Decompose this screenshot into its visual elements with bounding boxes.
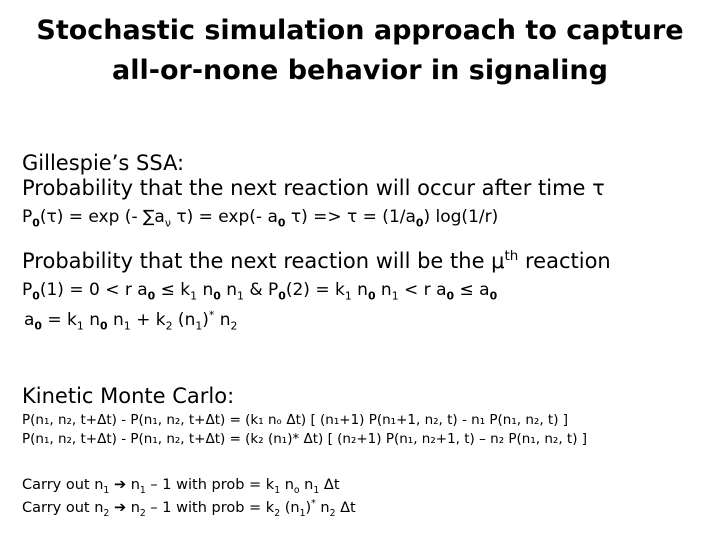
ssa-line-3: Probability that the next reaction will be the $\mu^{th}$ reaction: [22, 249, 611, 273]
ssa-equation-a0: $a_0 = k_1$ $n_0$ $n_1 + k_2$ $(n_1)^*$ $n_2$: [24, 308, 238, 333]
kmc-carry-out-2: Carry out $n_2$ ➔ $n_2 - 1$ with prob = $k_2$ $(n_1)^*$ $n_2$ Δt: [22, 498, 356, 519]
kmc-equation-2: P(n₁, n₂, t+Δt) - P(n₁, n₂, t+Δt) = (k₂ (n₁)* Δt) [ (n₂+1) P(n₁, n₂+1, t) – n₂ P(n₁, n₂, t) ]: [22, 431, 588, 447]
right-arrow-icon: ➔: [113, 500, 127, 516]
ssa-line-1: Probability that the next reaction will occur after time τ: [22, 176, 605, 200]
title-line-2: all-or-none behavior in signaling: [112, 55, 608, 86]
ssa-equation-tau: $P_0(\tau) = \exp$ (- $\sum a_\nu$ τ) = exp(- $a_0$ $\tau) => \tau = (1/a_0)$ log(1/r): [22, 207, 499, 230]
kmc-heading: Kinetic Monte Carlo:: [22, 384, 235, 408]
ssa-equation-mu: $P_0(1) = 0 < r$ $a_0 \le k_1$ $n_0$ $n_1$ & $P_0(2) = k_1$ $n_0$ $n_1 < r$ $a_0 \le a_0$: [22, 280, 498, 303]
ssa-heading: Gillespie’s SSA:: [22, 151, 185, 175]
title-line-1: Stochastic simulation approach to capture: [36, 15, 684, 46]
kmc-equation-1: P(n₁, n₂, t+Δt) - P(n₁, n₂, t+Δt) = (k₁ nₒ Δt) [ (n₁+1) P(n₁+1, n₂, t) - n₁ P(n₁, n₂, t) ]: [22, 412, 569, 428]
kmc-carry-out-1: Carry out $n_1$ ➔ $n_1 - 1$ with prob = $k_1$ $n_o$ $n_1$ Δt: [22, 477, 340, 496]
right-arrow-icon: ➔: [113, 477, 127, 493]
